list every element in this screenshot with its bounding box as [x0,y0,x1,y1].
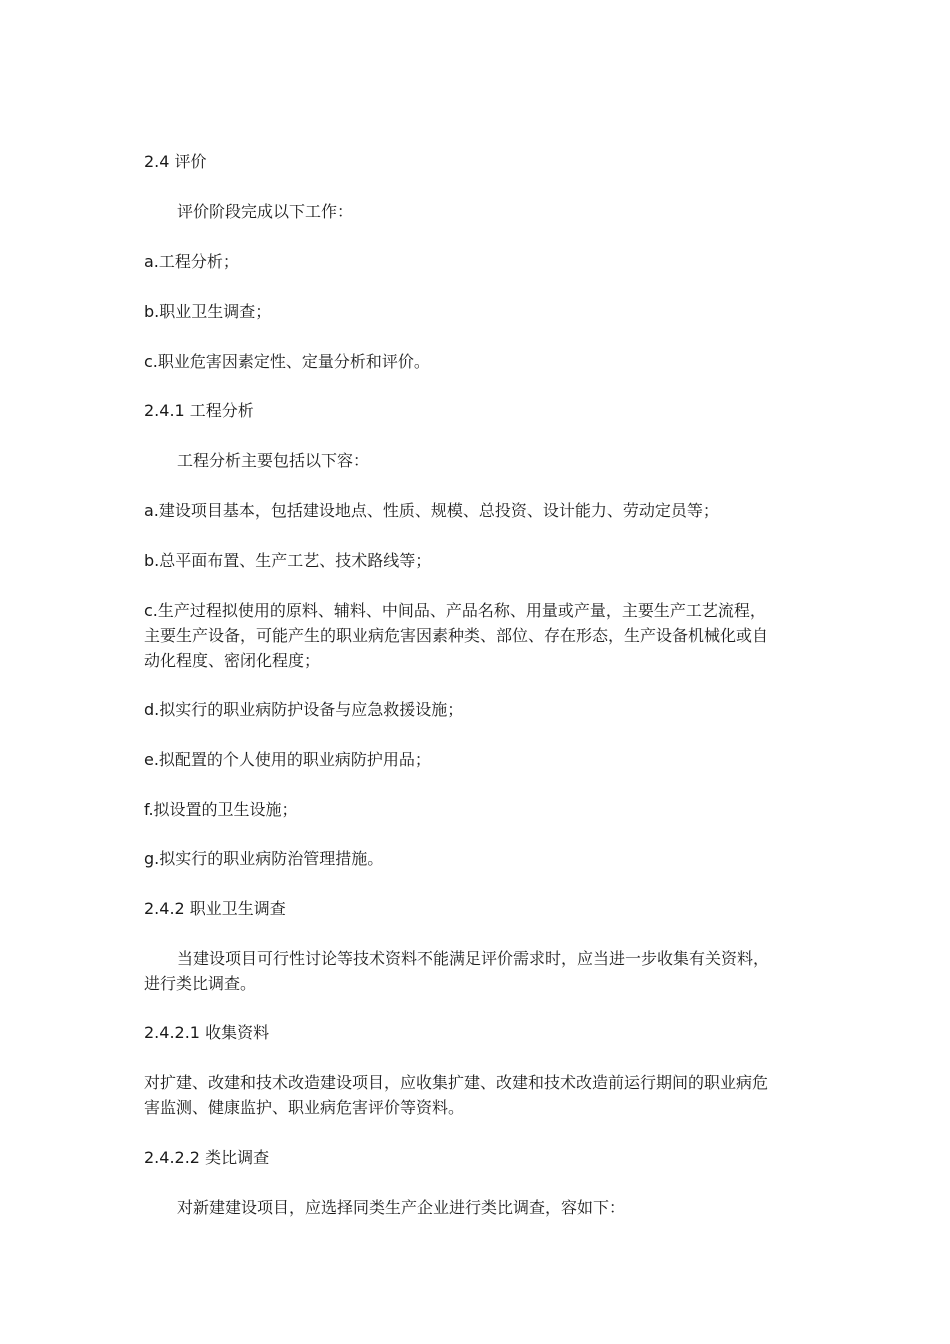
analysis-item-c-line2: 主要生产设备，可能产生的职业病危害因素种类、部位、存在形态，生产设备机械化或自 [144,626,769,645]
analysis-item-d: d.拟实行的职业病防护设备与应急救援设施； [144,700,464,719]
section-heading-2-4-1: 2.4.1 工程分析 [144,401,254,420]
survey-paragraph-line2: 进行类比调查。 [144,974,257,993]
section-heading-2-4-2: 2.4.2 职业卫生调查 [144,899,286,918]
analysis-item-f: f.拟设置的卫生设施； [144,800,298,819]
analysis-item-g: g.拟实行的职业病防治管理措施。 [144,849,384,868]
analysis-item-b: b.总平面布置、生产工艺、技术路线等； [144,551,432,570]
analysis-item-c-line3: 动化程度、密闭化程度； [144,651,321,670]
survey-paragraph-line1: 当建设项目可行性讨论等技术资料不能满足评价需求时，应当进一步收集有关资料， [177,949,770,968]
list-item-b: b.职业卫生调查； [144,302,272,321]
section-heading-2-4-2-1: 2.4.2.1 收集资料 [144,1023,270,1042]
analysis-item-c-line1: c.生产过程拟使用的原料、辅料、中间品、产品名称、用量或产量，主要生产工艺流程， [144,601,766,620]
intro-paragraph: 评价阶段完成以下工作： [177,202,354,221]
collect-data-line2: 害监测、健康监护、职业病危害评价等资料。 [144,1098,465,1117]
analysis-item-e: e.拟配置的个人使用的职业病防护用品； [144,750,431,769]
list-item-a: a.工程分析； [144,252,239,271]
engineering-analysis-intro: 工程分析主要包括以下容： [177,451,370,470]
list-item-c: c.职业危害因素定性、定量分析和评价。 [144,352,430,371]
section-heading-2-4: 2.4 评价 [144,152,207,171]
collect-data-line1: 对扩建、改建和技术改造建设项目，应收集扩建、改建和技术改造前运行期间的职业病危 [144,1073,769,1092]
section-heading-2-4-2-2: 2.4.2.2 类比调查 [144,1148,270,1167]
analysis-item-a: a.建设项目基本，包括建设地点、性质、规模、总投资、设计能力、劳动定员等； [144,501,719,520]
analog-survey-paragraph: 对新建建设项目，应选择同类生产企业进行类比调查，容如下： [177,1198,626,1217]
